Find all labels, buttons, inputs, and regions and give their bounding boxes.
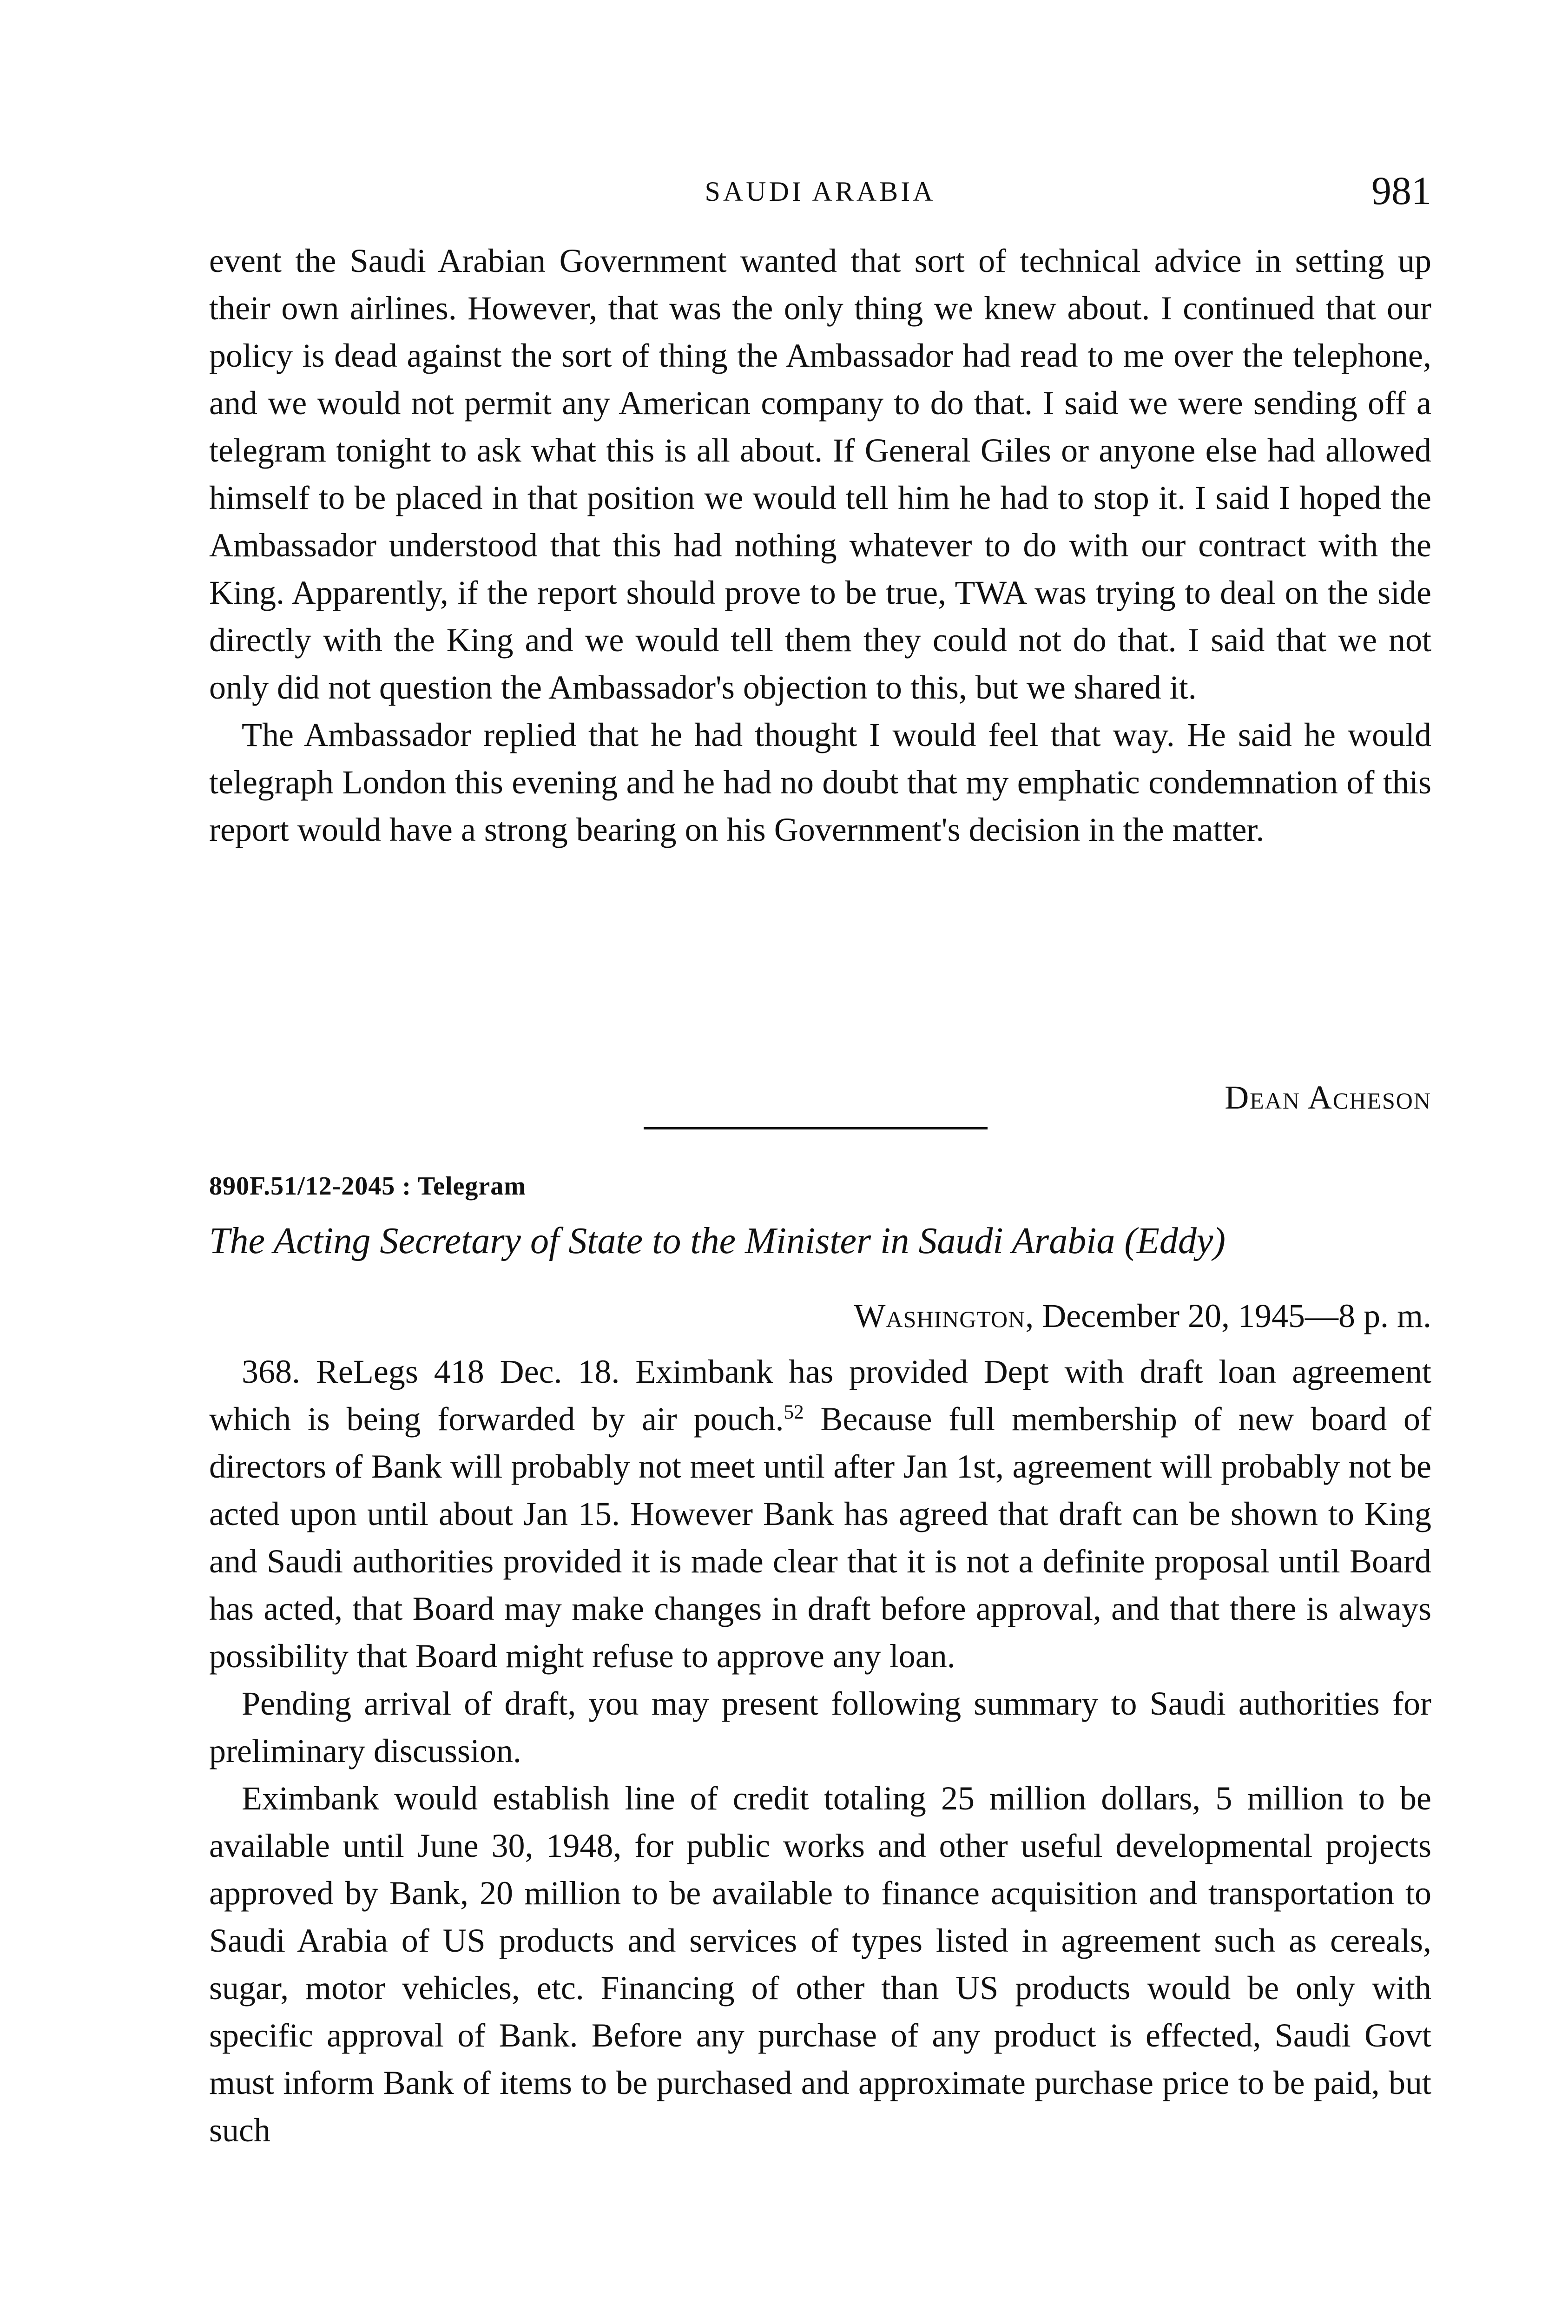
signature: Dean Acheson [1225,1079,1431,1116]
dateline [854,1297,1431,1335]
file-reference: 890F.51/12-2045 : Telegram [209,1172,526,1201]
memo-paragraph: event the Saudi Arabian Government wanted that sort of technical advice in setting up their own airlines. However, that was the only thing we knew about. I continued that our policy is dead against the sort of thing the Ambassador had read to me over the telephone, and we would not permit any American company to do that. I said we were sending off a telegram tonight to ask what this is all about. If General Giles or anyone else had allowed himself to be placed in that position we would tell him he had to stop it. I said I hoped the Ambassador understood that this had nothing whatever to do with our contract with the King. Apparently, if the report should prove to be true, TWA was trying to deal on the side directly with the King and we would tell them they could not do that. I said that we not only did not question the Ambassador's objection to this, but we shared it. [209,242,1431,706]
memo-continuation [209,237,1431,1116]
dateline-date: , December 20, 1945—8 p. m. [1025,1297,1431,1334]
telegram-paragraph: Eximbank would establish line of credit totaling 25 million dollars, 5 million to be available until June 30, 1948, for public works and other useful developmental projects approved by Bank, 20 million to be available to finance acquisition and transportation to Saudi Arabia of US products and services of types listed in agreement such as cereals, sugar, motor vehicles, etc. Financing of other than US products would be only with specific approval of Bank. Before any purchase of any product is effected, Saudi Govt must inform Bank of items to be purchased and approximate purchase price to be paid, but such [209,1780,1431,2149]
memo-paragraph: The Ambassador replied that he had thought I would feel that way. He said he would telegraph London this evening and he had no doubt that my emphatic condemnation of this report would have a strong bearing on his Government's decision in the matter. [209,716,1431,848]
telegram-paragraph: Pending arrival of draft, you may present following summary to Saudi authorities for preliminary discussion. [209,1685,1431,1769]
page-number: 981 [1371,168,1431,213]
footnote-reference: 52 [784,1401,804,1423]
running-head [209,167,1431,218]
running-title: SAUDI ARABIA [705,176,936,207]
telegram-paragraph [209,1348,1431,1680]
document-title: The Acting Secretary of State to the Minister in Saudi Arabia (Eddy) [209,1221,1226,1261]
telegram-paragraph-text: 368. ReLegs 418 Dec. 18. Eximbank has provided Dept with draft loan agreement which is being forwarded by air pouch. [209,1353,1431,1438]
dateline-place: Washington [854,1297,1026,1334]
telegram-body [209,1348,1431,2324]
section-divider [644,1127,988,1129]
telegram-paragraph-text: Because full membership of new board of directors of Bank will probably not meet until after Jan 1st, agreement will probably not be acted upon until about Jan 15. However Bank has agreed that draft can be shown to King and Saudi authorities provided it is made clear that it is not a definite proposal until Board has acted, that Board may make changes in draft before approval, and that there is always possibility that Board might refuse to approve any loan. [209,1400,1431,1675]
